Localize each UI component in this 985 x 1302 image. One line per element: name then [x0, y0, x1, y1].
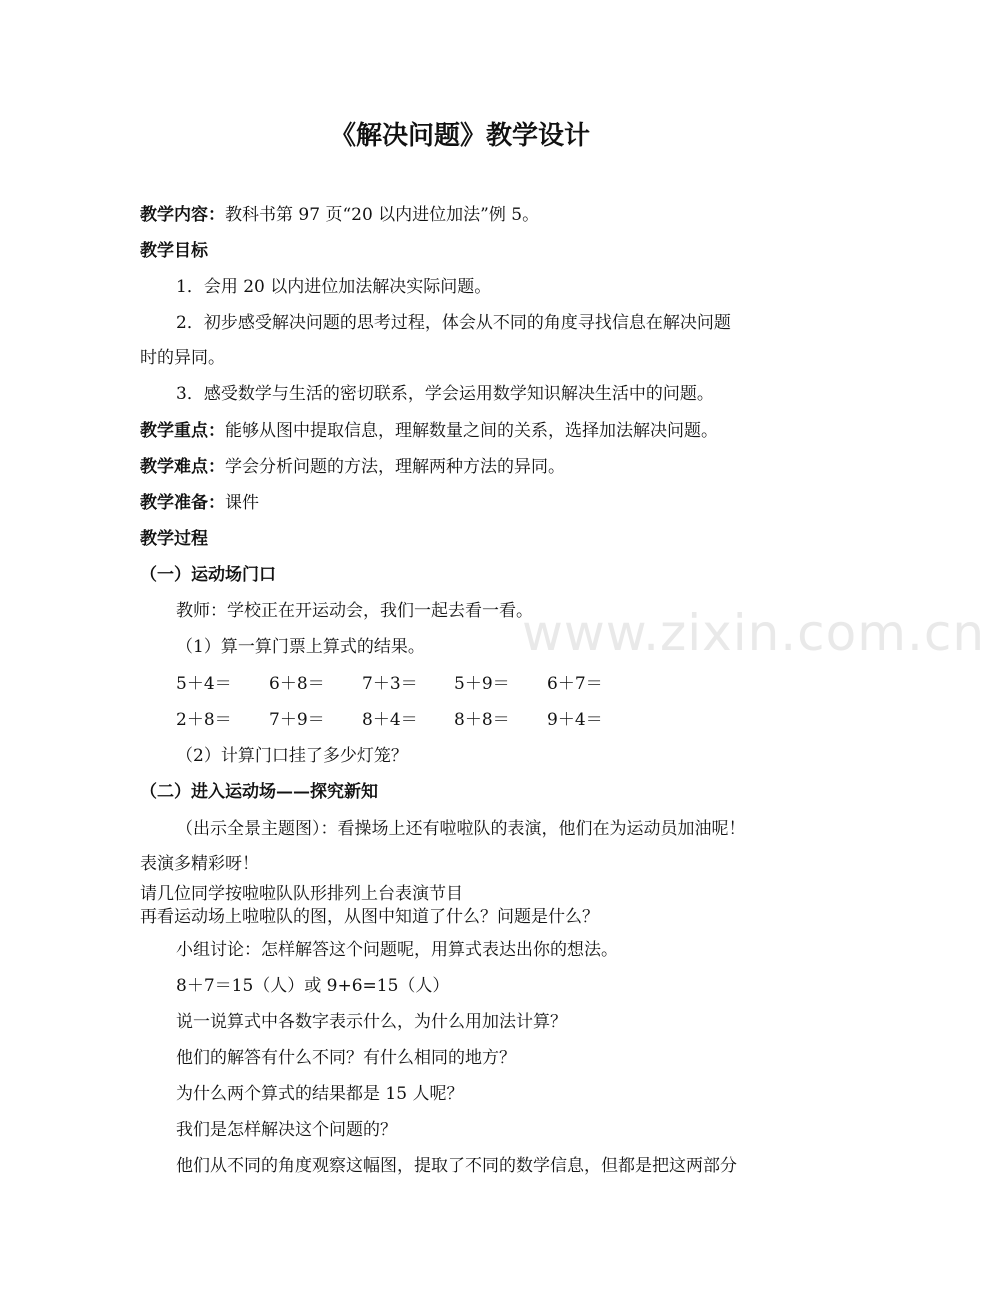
preparation-label: 教学准备： [140, 493, 225, 513]
preparation-text: 课件 [225, 493, 259, 513]
goals-heading: 教学目标 [140, 241, 208, 261]
paragraph: 再看运动场上啦啦队的图，从图中知道了什么？问题是什么？ [140, 907, 599, 927]
difficulties-text: 学会分析问题的方法，理解两种方法的异同。 [225, 457, 565, 477]
difficulties-label: 教学难点： [140, 457, 225, 477]
paragraph: （出示全景主题图）：看操场上还有啦啦队的表演，他们在为运动员加油呢！ [176, 819, 746, 839]
equation: 8＋8＝ [454, 710, 510, 730]
paragraph: 请几位同学按啦啦队队形排列上台表演节目 [140, 884, 463, 904]
paragraph: 为什么两个算式的结果都是 15 人呢？ [176, 1084, 464, 1104]
equation: 5＋9＝ [454, 674, 510, 694]
paragraph: 他们的解答有什么不同？有什么相同的地方？ [176, 1048, 516, 1068]
equation: 6＋7＝ [547, 674, 603, 694]
content-label: 教学内容： [140, 205, 225, 225]
paragraph: 8＋7＝15（人）或 9+6=15（人） [176, 976, 450, 996]
goal-item-1: 1．会用 20 以内进位加法解决实际问题。 [176, 277, 492, 297]
paragraph: 我们是怎样解决这个问题的？ [176, 1120, 397, 1140]
page-title: 《解决问题》教学设计 [329, 121, 590, 151]
equation: 7＋3＝ [362, 674, 418, 694]
content-line [140, 204, 539, 226]
goal-item-2: 2．初步感受解决问题的思考过程，体会从不同的角度寻找信息在解决问题 [176, 313, 731, 333]
watermark: www.zixin.com.cn [522, 604, 985, 662]
equation: 7＋9＝ [269, 710, 325, 730]
preparation-line [140, 492, 259, 514]
equation: 6＋8＝ [269, 674, 325, 694]
task-1: （1）算一算门票上算式的结果。 [176, 637, 425, 657]
process-heading: 教学过程 [140, 529, 208, 549]
paragraph: 他们从不同的角度观察这幅图，提取了不同的数学信息，但都是把这两部分 [176, 1156, 737, 1176]
key-points-label: 教学重点： [140, 421, 225, 441]
equation: 5＋4＝ [176, 674, 232, 694]
section-1-heading: （一）运动场门口 [140, 565, 276, 585]
content-text: 教科书第 97 页“20 以内进位加法”例 5。 [225, 205, 540, 225]
difficulties-line [140, 456, 565, 478]
paragraph: 说一说算式中各数字表示什么，为什么用加法计算？ [176, 1012, 567, 1032]
equation: 8＋4＝ [362, 710, 418, 730]
goal-item-3: 3．感受数学与生活的密切联系，学会运用数学知识解决生活中的问题。 [176, 384, 714, 404]
paragraph: 表演多精彩呀！ [140, 854, 259, 874]
teacher-line: 教师：学校正在开运动会，我们一起去看一看。 [176, 601, 533, 621]
goal-item-2-continued: 时的异同。 [140, 348, 225, 368]
equation-row-2 [176, 709, 776, 731]
task-2: （2）计算门口挂了多少灯笼？ [176, 746, 408, 766]
section-2-heading: （二）进入运动场——探究新知 [140, 782, 378, 802]
key-points-line [140, 420, 718, 442]
equation: 2＋8＝ [176, 710, 232, 730]
equation-row-1 [176, 673, 776, 695]
paragraph: 小组讨论：怎样解答这个问题呢，用算式表达出你的想法。 [176, 940, 618, 960]
key-points-text: 能够从图中提取信息，理解数量之间的关系，选择加法解决问题。 [225, 421, 718, 441]
equation: 9＋4＝ [547, 710, 603, 730]
